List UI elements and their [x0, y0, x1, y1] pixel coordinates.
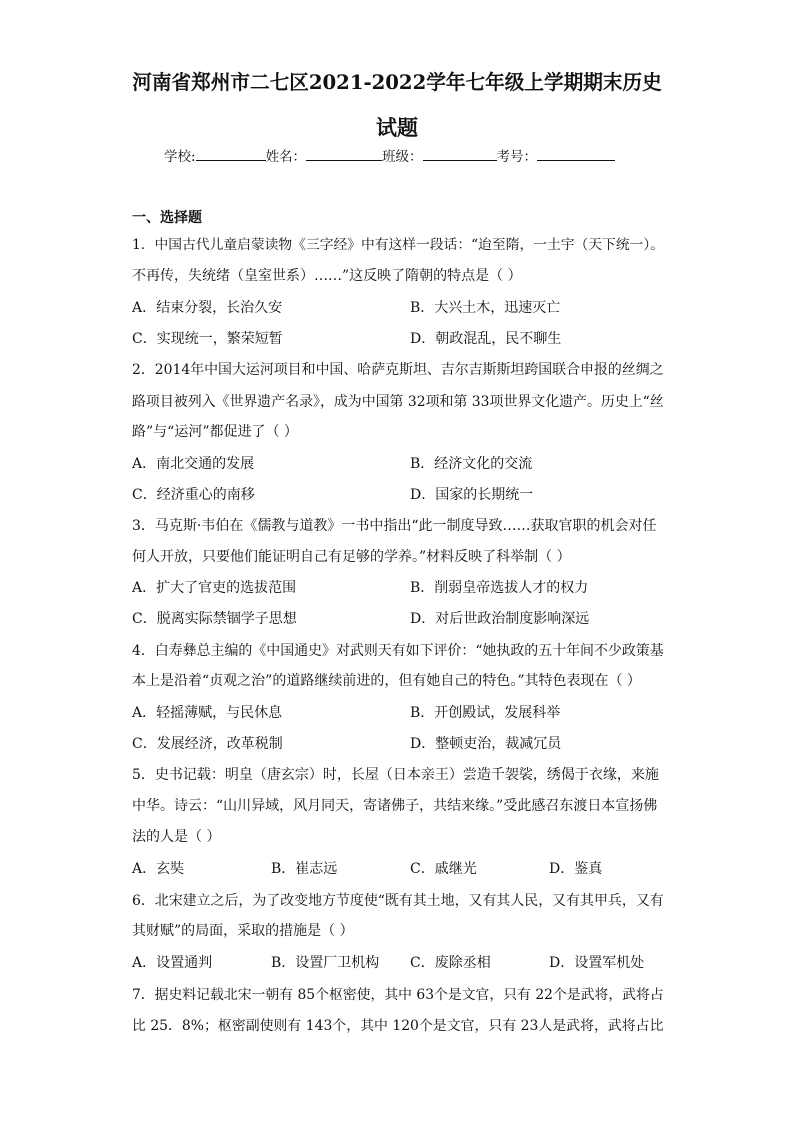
question-5-line-3: 法的人是（ ） — [132, 829, 221, 845]
question-4-option-d: D．整顿吏治，裁减冗员 — [410, 736, 562, 752]
class-label: 班级： — [382, 149, 423, 165]
question-5-option-b: B．崔志远 — [271, 861, 338, 877]
question-1-line-2: 不再传，失统绪（皇室世系）……”这反映了隋朝的特点是（ ） — [132, 268, 522, 284]
question-2-line-1: 2．2014年中国大运河项目和中国、哈萨克斯坦、吉尔吉斯斯坦跨国联合申报的丝绸之 — [132, 362, 664, 378]
question-1-option-d: D．朝政混乱，民不聊生 — [410, 331, 562, 347]
name-label: 姓名： — [265, 149, 307, 165]
question-2-option-b: B．经济文化的交流 — [410, 456, 533, 472]
question-1-option-a: A．结束分裂，长治久安 — [132, 300, 283, 316]
question-1-line-1: 1．中国古代儿童启蒙读物《三字经》中有这样一段话：“迨至隋，一土宇（天下统一）。 — [132, 237, 665, 253]
question-7-line-1: 7．据史料记载北宋一朝有 85个枢密使，其中 63个是文官，只有 22个是武将，武将占 — [132, 987, 664, 1003]
question-5-line-1: 5．史书记载：明皇（唐玄宗）时，长屋（日本亲王）尝造千袈裟，绣偈于衣缘，来施 — [132, 767, 659, 783]
question-5-option-c: C．戚继光 — [410, 861, 477, 877]
question-3-option-b: B．削弱皇帝选拔人才的权力 — [410, 580, 589, 596]
question-3-line-1: 3．马克斯·韦伯在《儒教与道教》一书中指出“此一制度导致……获取官职的机会对任 — [132, 518, 657, 534]
student-info-line — [164, 145, 615, 165]
document-title-line-1: 河南省郑州市二七区2021-2022学年七年级上学期期末历史 — [132, 71, 662, 94]
question-2-option-d: D．国家的长期统一 — [410, 487, 534, 503]
question-2-option-a: A．南北交通的发展 — [132, 456, 255, 472]
question-1-option-c: C．实现统一，繁荣短暂 — [132, 331, 283, 347]
school-label: 学校: — [164, 149, 196, 165]
question-5-option-d: D．鉴真 — [549, 861, 603, 877]
number-label: 考号： — [496, 149, 538, 165]
question-4-line-1: 4．白寿彝总主编的《中国通史》对武则天有如下评价：“她执政的五十年间不少政策基 — [132, 643, 664, 659]
question-2-option-c: C．经济重心的南移 — [132, 487, 255, 503]
question-2-line-2: 路项目被列入《世界遗产名录》，成为中国第 32项和第 33项世界文化遗产。历史上“丝 — [132, 394, 664, 410]
question-5-line-2: 中华。诗云：“山川异域，风月同天，寄诸佛子，共结来缘。”受此感召东渡日本宣扬佛 — [132, 798, 658, 814]
question-6-option-b: B．设置厂卫机构 — [271, 955, 380, 971]
class-field[interactable] — [423, 146, 497, 161]
section-heading: 一、选择题 — [132, 210, 202, 226]
question-4-line-2: 本上是沿着“贞观之治”的道路继续前进的，但有她自己的特色。”其特色表现在（ ） — [132, 673, 641, 689]
question-3-line-2: 何人开放，只要他们能证明自己有足够的学养。”材料反映了科举制（ ） — [132, 549, 571, 565]
question-3-option-d: D．对后世政治制度影响深远 — [410, 611, 590, 627]
number-field[interactable] — [537, 146, 615, 161]
question-4-option-b: B．开创殿试，发展科举 — [410, 705, 561, 721]
name-field[interactable] — [306, 146, 382, 161]
question-7-line-2: 比 25．8%；枢密副使则有 143个，其中 120个是文官，只有 23人是武将，武将占比 — [132, 1018, 664, 1034]
question-5-option-a: A．玄奘 — [132, 861, 185, 877]
question-4-option-c: C．发展经济，改革税制 — [132, 736, 283, 752]
question-6-option-c: C．废除丞相 — [410, 955, 491, 971]
question-3-option-c: C．脱离实际禁锢学子思想 — [132, 611, 297, 627]
question-6-line-1: 6．北宋建立之后，为了改变地方节度使“既有其土地，又有其人民，又有其甲兵，又有 — [132, 893, 664, 909]
question-6-option-a: A．设置通判 — [132, 955, 213, 971]
school-field[interactable] — [196, 146, 266, 161]
document-title-line-2: 试题 — [376, 115, 418, 140]
question-4-option-a: A．轻摇薄赋，与民休息 — [132, 705, 283, 721]
question-2-line-3: 路”与“运河”都促进了（ ） — [132, 424, 298, 440]
question-1-option-b: B．大兴土木，迅速灭亡 — [410, 300, 561, 316]
question-3-option-a: A．扩大了官吏的选拔范围 — [132, 580, 297, 596]
question-6-line-2: 其财赋”的局面，采取的措施是（ ） — [132, 923, 354, 939]
question-6-option-d: D．设置军机处 — [549, 955, 645, 971]
